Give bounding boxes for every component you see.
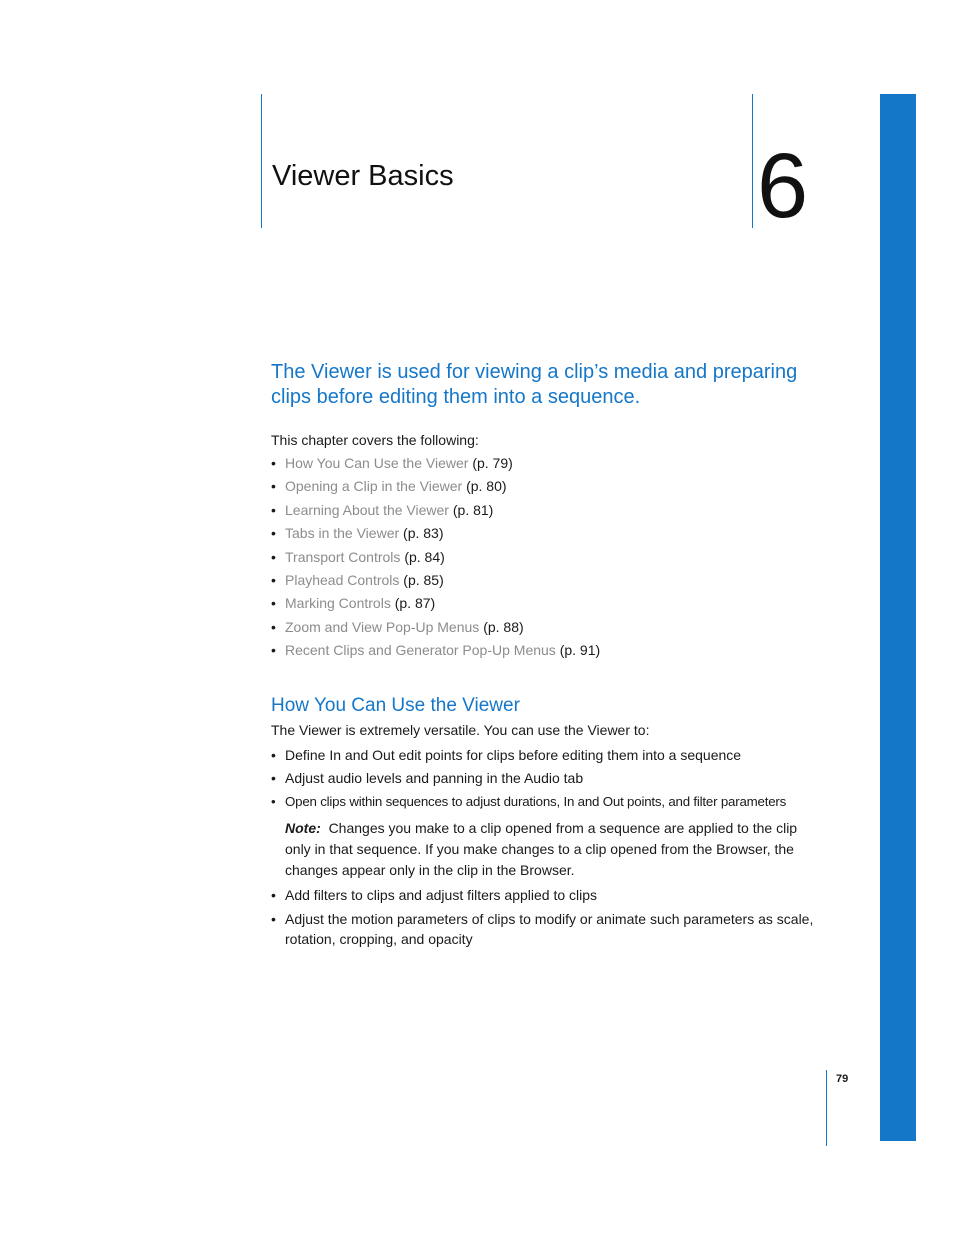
- list-item: [271, 745, 831, 765]
- toc-link[interactable]: Learning About the Viewer: [285, 501, 449, 518]
- toc-link[interactable]: Marking Controls: [285, 595, 391, 612]
- toc-item: [271, 572, 600, 595]
- bullet: •: [271, 794, 276, 809]
- list-item-text: Add filters to clips and adjust filters applied to clips: [285, 887, 598, 903]
- chapter-lead: The Viewer is used for viewing a clip’s media and preparing clips before editing them into a sequence.: [271, 361, 798, 408]
- title-rule-right: [752, 94, 753, 228]
- chapter-title: Viewer Basics: [272, 160, 454, 192]
- toc-page-ref: (p. 84): [404, 548, 445, 565]
- list-item-text: Define In and Out edit points for clips before editing them into a sequence: [285, 747, 742, 763]
- toc-link[interactable]: Playhead Controls: [285, 571, 400, 588]
- bullet: •: [271, 571, 276, 588]
- toc-page-ref: (p. 91): [559, 642, 601, 659]
- toc-item: [271, 478, 600, 501]
- toc-item: [271, 642, 600, 665]
- bullet: •: [271, 747, 276, 763]
- list-item-text: Open clips within sequences to adjust durations, In and Out points, and filter parameters: [285, 794, 787, 809]
- toc-page-ref: (p. 85): [403, 571, 444, 588]
- list-item-text: Adjust audio levels and panning in the Audio tab: [285, 770, 584, 786]
- list-item-text: Adjust the motion parameters of clips to modify or animate such parameters as scale, rotation, cropping, and opacity: [285, 911, 814, 947]
- toc-item: [271, 619, 600, 642]
- section-intro: The Viewer is extremely versatile. You can use the Viewer to:: [271, 722, 650, 738]
- note-label: Note:: [285, 820, 321, 836]
- toc-intro: This chapter covers the following:: [271, 432, 479, 448]
- toc-link[interactable]: How You Can Use the Viewer: [285, 455, 469, 471]
- bullet: •: [271, 595, 276, 612]
- toc-link[interactable]: Tabs in the Viewer: [285, 525, 400, 542]
- list-item: [271, 909, 831, 949]
- toc-page-ref: (p. 79): [472, 455, 513, 471]
- toc-item: [271, 595, 600, 618]
- toc-item: [271, 549, 600, 572]
- toc-link[interactable]: Zoom and View Pop-Up Menus: [285, 618, 480, 635]
- toc-list: [271, 455, 600, 666]
- toc-link[interactable]: Opening a Clip in the Viewer: [285, 478, 463, 495]
- toc-link[interactable]: Transport Controls: [285, 548, 401, 565]
- note-text: Changes you make to a clip opened from a sequence are applied to the clip only in that sequence. If you make changes to a clip opened from the Browser, the changes appear only in the clip in the Browser.: [285, 820, 798, 878]
- toc-item: [271, 502, 600, 525]
- note-paragraph: [285, 818, 825, 881]
- chapter-tab-bar: [880, 94, 916, 1141]
- bullet: •: [271, 642, 276, 659]
- list-item: [271, 885, 831, 905]
- list-item: [271, 768, 831, 788]
- toc-page-ref: (p. 87): [394, 595, 436, 612]
- title-rule-left: [261, 94, 262, 228]
- uses-list-continued: [271, 885, 831, 953]
- uses-list: [271, 745, 831, 812]
- toc-page-ref: (p. 88): [483, 618, 524, 635]
- bullet: •: [271, 501, 276, 518]
- toc-item: [271, 525, 600, 548]
- page-number: 79: [836, 1073, 849, 1085]
- bullet: •: [271, 618, 276, 635]
- bullet: •: [271, 770, 276, 786]
- chapter-number: 6: [757, 135, 809, 237]
- bullet: •: [271, 455, 276, 471]
- bullet: •: [271, 911, 276, 927]
- bullet: •: [271, 887, 276, 903]
- bullet: •: [271, 525, 276, 542]
- toc-page-ref: (p. 83): [403, 525, 444, 542]
- bullet: •: [271, 548, 276, 565]
- footer-rule: [826, 1070, 827, 1146]
- section-heading: How You Can Use the Viewer: [271, 695, 520, 716]
- toc-item: [271, 455, 600, 478]
- toc-page-ref: (p. 81): [452, 501, 494, 518]
- list-item: [271, 792, 831, 812]
- toc-page-ref: (p. 80): [466, 478, 507, 495]
- toc-link[interactable]: Recent Clips and Generator Pop-Up Menus: [285, 642, 556, 659]
- bullet: •: [271, 478, 276, 495]
